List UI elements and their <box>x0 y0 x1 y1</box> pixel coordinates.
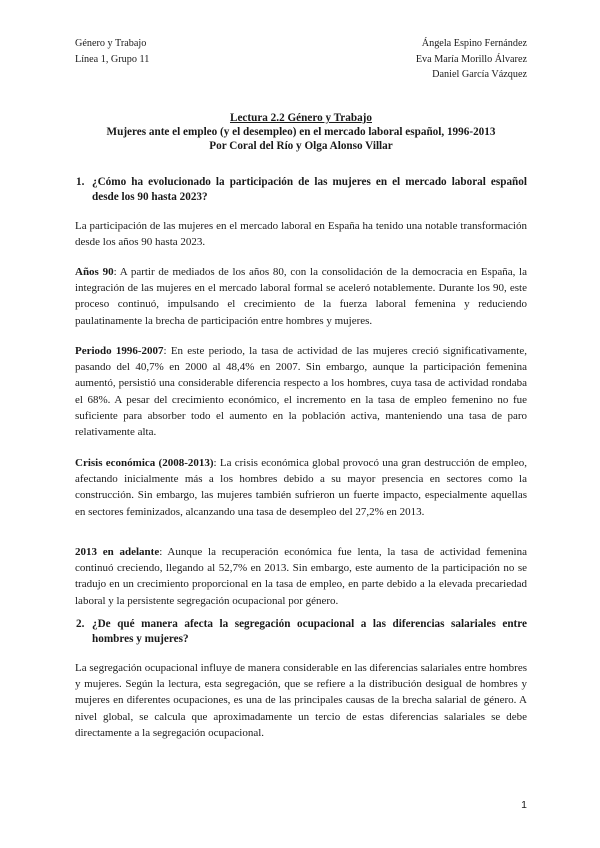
question-1-number: 1. <box>76 176 85 188</box>
paragraph-text: : Aunque la recuperación económica fue lenta, la tasa de actividad femenina continuó creciendo, llegando al 52,7% en 2013. Sin embargo, este aumento de la participación no se tradujo en un crecimiento proporcional en la tasa de empleo, en parte debido a la elevada precariedad laboral y la persistente segregación ocupacional por género. <box>75 546 527 607</box>
header-group: Línea 1, Grupo 11 <box>75 53 150 65</box>
title-block <box>75 111 527 153</box>
paragraph-lead: 2013 en adelante <box>75 546 160 558</box>
header-right <box>416 36 527 83</box>
paragraph-anos-90 <box>75 264 527 329</box>
paragraph-crisis <box>75 455 527 520</box>
paragraph-text: : En este periodo, la tasa de actividad de las mujeres creció significativamente, pasando del 40,7% en 2000 al 48,4% en 2007. Sin embargo, aunque la participación femenina aumentó, persistió una considerable diferencia respecto a los hombres, cuya tasa de actividad rondaba el 68%. A pesar del crecimiento económico, el incremento en la tasa de empleo femenino no fue suficiente para absorber todo el aumento en la población activa, manteniendo una tasa de paro relativamente alta. <box>75 345 527 439</box>
paragraph-lead: Años 90 <box>75 266 114 278</box>
paragraph-2013 <box>75 544 527 609</box>
paragraph-lead: Periodo 1996-2007 <box>75 345 164 357</box>
paragraph-1996-2007 <box>75 343 527 440</box>
header-author-3: Daniel García Vázquez <box>432 69 527 80</box>
header-course: Género y Trabajo <box>75 38 147 49</box>
page-number: 1 <box>521 799 527 811</box>
header-author-1: Ángela Espino Fernández <box>421 38 527 49</box>
section-2-intro: La segregación ocupacional influye de manera considerable en las diferencias salariales entre hombres y mujeres. Según la lectura, esta segregación, que se refiere a la distribución desigual de hombres y mujeres en diferentes ocupaciones, es una de las principales causas de la brecha salarial de género. A nivel global, se calcula que aproximadamente un tercio de estas diferencias salariales se debe directamente a la segregación ocupacional. <box>75 662 527 739</box>
question-2-text: ¿De qué manera afecta la segregación ocupacional a las diferencias salariales entre hombres y mujeres? <box>92 618 527 645</box>
document-subtitle: Mujeres ante el empleo (y el desempleo) en el mercado laboral español, 1996-2013 <box>106 126 496 138</box>
question-2-number: 2. <box>76 618 85 630</box>
question-2 <box>76 617 527 647</box>
paragraph-text: : La crisis económica global provocó una gran destrucción de empleo, afectando inicialmente más a los hombres debido a su mayor presencia en sectores como la construcción. Sin embargo, las mujeres también sufrieron un fuerte impacto, especialmente aquellas en sectores feminizados, alcanzando una tasa de desempleo del 27,2% en 2013. <box>75 457 527 518</box>
header-left <box>75 36 149 67</box>
document-title: Lectura 2.2 Género y Trabajo <box>229 112 372 124</box>
header-author-2: Eva María Morillo Álvarez <box>415 53 527 65</box>
section-1-intro: La participación de las mujeres en el mercado laboral en España ha tenido una notable transformación desde los años 90 hasta 2023. <box>75 220 527 249</box>
paragraph-lead: Crisis económica (2008-2013) <box>75 457 214 469</box>
document-authors: Por Coral del Río y Olga Alonso Villar <box>209 140 393 152</box>
paragraph-text: : A partir de mediados de los años 80, con la consolidación de la democracia en España, la integración de las mujeres en el mercado laboral formal se aceleró notablemente. Durante los 90, este proceso continuó, impulsando el crecimiento de la fuerza laboral femenina y reduciendo paulatinamente la brecha de participación entre hombres y mujeres. <box>75 266 527 327</box>
question-1 <box>76 175 527 205</box>
question-1-text: ¿Cómo ha evolucionado la participación de las mujeres en el mercado laboral español desde los 90 hasta 2023? <box>92 176 527 203</box>
